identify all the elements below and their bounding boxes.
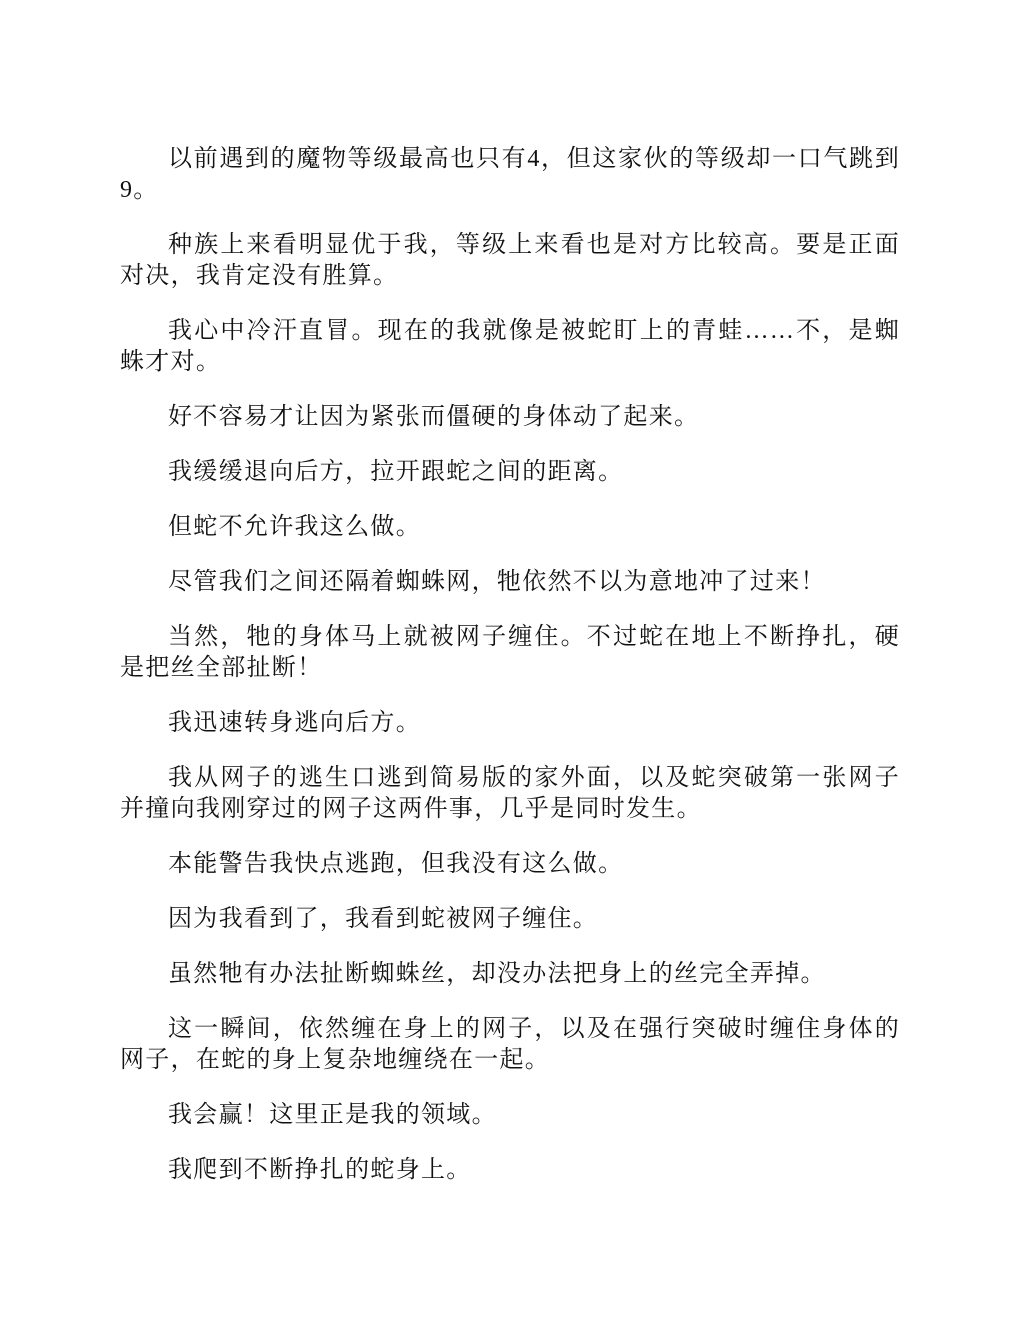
paragraph: 我会赢！这里正是我的领域。 xyxy=(168,1102,497,1128)
paragraph: 好不容易才让因为紧张而僵硬的身体动了起来。 xyxy=(168,404,700,430)
paragraph: 我缓缓退向后方，拉开跟蛇之间的距离。 xyxy=(168,459,624,485)
paragraph: 以前遇到的魔物等级最高也只有4，但这家伙的等级却一口气跳到9。 xyxy=(120,146,900,203)
paragraph: 当然，牠的身体马上就被网子缠住。不过蛇在地上不断挣扎，硬是把丝全部扯断！ xyxy=(120,624,900,681)
paragraph: 虽然牠有办法扯断蜘蛛丝，却没办法把身上的丝完全弄掉。 xyxy=(168,961,826,987)
paragraph: 我从网子的逃生口逃到简易版的家外面，以及蛇突破第一张网子并撞向我刚穿过的网子这两件事，几乎是同时发生。 xyxy=(120,765,900,822)
paragraph: 本能警告我快点逃跑，但我没有这么做。 xyxy=(168,851,624,877)
paragraph: 种族上来看明显优于我，等级上来看也是对方比较高。要是正面对决，我肯定没有胜算。 xyxy=(120,232,900,289)
paragraph: 我迅速转身逃向后方。 xyxy=(168,710,421,736)
paragraph: 我心中冷汗直冒。现在的我就像是被蛇盯上的青蛙……不，是蜘蛛才对。 xyxy=(120,318,900,375)
paragraph-list xyxy=(120,144,900,1210)
paragraph: 尽管我们之间还隔着蜘蛛网，牠依然不以为意地冲了过来！ xyxy=(168,569,826,595)
paragraph: 因为我看到了，我看到蛇被网子缠住。 xyxy=(168,906,599,932)
paragraph: 我爬到不断挣扎的蛇身上。 xyxy=(168,1157,472,1183)
paragraph: 这一瞬间，依然缠在身上的网子，以及在强行突破时缠住身体的网子，在蛇的身上复杂地缠绕在一起。 xyxy=(120,1016,900,1073)
paragraph: 但蛇不允许我这么做。 xyxy=(168,514,421,540)
